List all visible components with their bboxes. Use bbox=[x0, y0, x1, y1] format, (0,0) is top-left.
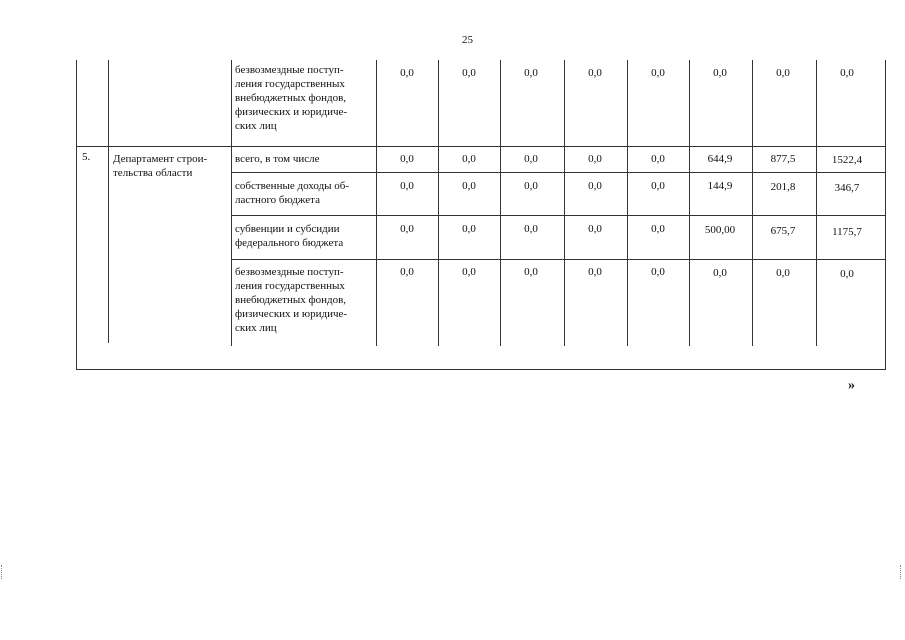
value-cell: 0,0 bbox=[588, 153, 602, 165]
value-cell: 0,0 bbox=[524, 266, 538, 278]
value-cell: 1175,7 bbox=[832, 226, 862, 238]
value-cell: 0,0 bbox=[462, 153, 476, 165]
value-cell: 0,0 bbox=[462, 266, 476, 278]
value-cell: 0,0 bbox=[524, 223, 538, 235]
col-divider bbox=[689, 60, 690, 346]
col-divider bbox=[108, 60, 109, 343]
value-cell: 877,5 bbox=[770, 153, 796, 165]
label-line: ления государственных bbox=[235, 280, 345, 292]
department-line: тельства области bbox=[113, 167, 193, 179]
row-divider bbox=[77, 146, 885, 147]
value-cell: 0,0 bbox=[524, 180, 538, 192]
col-divider bbox=[500, 60, 501, 346]
value-cell: 0,0 bbox=[651, 266, 665, 278]
value-cell: 0,0 bbox=[524, 67, 538, 79]
value-cell: 0,0 bbox=[840, 268, 854, 280]
value-cell: 0,0 bbox=[400, 67, 414, 79]
scan-edge-mark bbox=[1, 565, 4, 579]
col-divider bbox=[438, 60, 439, 346]
label-line: безвозмездные поступ- bbox=[235, 266, 344, 278]
row-label bbox=[235, 152, 320, 166]
value-cell: 644,9 bbox=[707, 153, 733, 165]
value-cell: 0,0 bbox=[651, 67, 665, 79]
value-cell: 201,8 bbox=[770, 181, 796, 193]
row-divider bbox=[231, 172, 885, 173]
value-cell: 0,0 bbox=[400, 266, 414, 278]
row-label bbox=[235, 222, 343, 250]
department-line: Департамент строи- bbox=[113, 153, 208, 165]
value-cell: 0,0 bbox=[651, 223, 665, 235]
label-line: ских лиц bbox=[235, 322, 277, 334]
label-line: ластного бюджета bbox=[235, 194, 320, 206]
value-cell: 0,0 bbox=[400, 223, 414, 235]
department-name bbox=[113, 152, 207, 180]
col-divider bbox=[564, 60, 565, 346]
value-cell: 0,0 bbox=[713, 67, 727, 79]
value-cell: 0,0 bbox=[776, 267, 790, 279]
value-cell: 0,0 bbox=[651, 180, 665, 192]
value-cell: 0,0 bbox=[462, 180, 476, 192]
label-line: физических и юридиче- bbox=[235, 106, 348, 118]
value-cell: 0,0 bbox=[588, 223, 602, 235]
row-label bbox=[235, 63, 347, 133]
label-line: ских лиц bbox=[235, 120, 277, 132]
value-cell: 0,0 bbox=[840, 67, 854, 79]
row-number: 5. bbox=[82, 151, 91, 163]
page-number: 25 bbox=[462, 34, 473, 46]
label-line: ления государственных bbox=[235, 78, 345, 90]
label-line: внебюджетных фондов, bbox=[235, 294, 347, 306]
value-cell: 0,0 bbox=[462, 223, 476, 235]
value-cell: 500,00 bbox=[704, 224, 736, 236]
value-cell: 0,0 bbox=[524, 153, 538, 165]
col-divider bbox=[752, 60, 753, 346]
col-divider bbox=[376, 60, 377, 346]
label-line: безвозмездные поступ- bbox=[235, 64, 344, 76]
budget-table bbox=[76, 60, 886, 370]
closing-quote: » bbox=[848, 378, 855, 393]
label-line: физических и юридиче- bbox=[235, 308, 348, 320]
row-divider bbox=[231, 215, 885, 216]
value-cell: 0,0 bbox=[776, 67, 790, 79]
value-cell: 0,0 bbox=[400, 180, 414, 192]
value-cell: 0,0 bbox=[588, 266, 602, 278]
label-line: федерального бюджета bbox=[235, 237, 344, 249]
value-cell: 675,7 bbox=[770, 225, 796, 237]
value-cell: 0,0 bbox=[588, 67, 602, 79]
col-divider bbox=[627, 60, 628, 346]
scan-edge-mark bbox=[900, 565, 903, 579]
row-divider bbox=[231, 259, 885, 260]
value-cell: 0,0 bbox=[651, 153, 665, 165]
value-cell: 0,0 bbox=[588, 180, 602, 192]
value-cell: 144,9 bbox=[707, 180, 733, 192]
row-label bbox=[235, 265, 347, 335]
label-line: собственные доходы об- bbox=[235, 180, 350, 192]
value-cell: 1522,4 bbox=[831, 154, 863, 166]
value-cell: 346,7 bbox=[834, 182, 860, 194]
value-cell: 0,0 bbox=[462, 67, 476, 79]
row-label bbox=[235, 179, 349, 207]
label-line: внебюджетных фондов, bbox=[235, 92, 347, 104]
value-cell: 0,0 bbox=[713, 267, 727, 279]
col-divider bbox=[816, 60, 817, 346]
col-divider bbox=[231, 60, 232, 346]
value-cell: 0,0 bbox=[400, 153, 414, 165]
label-line: всего, в том числе bbox=[235, 153, 320, 165]
label-line: субвенции и субсидии bbox=[235, 223, 340, 235]
